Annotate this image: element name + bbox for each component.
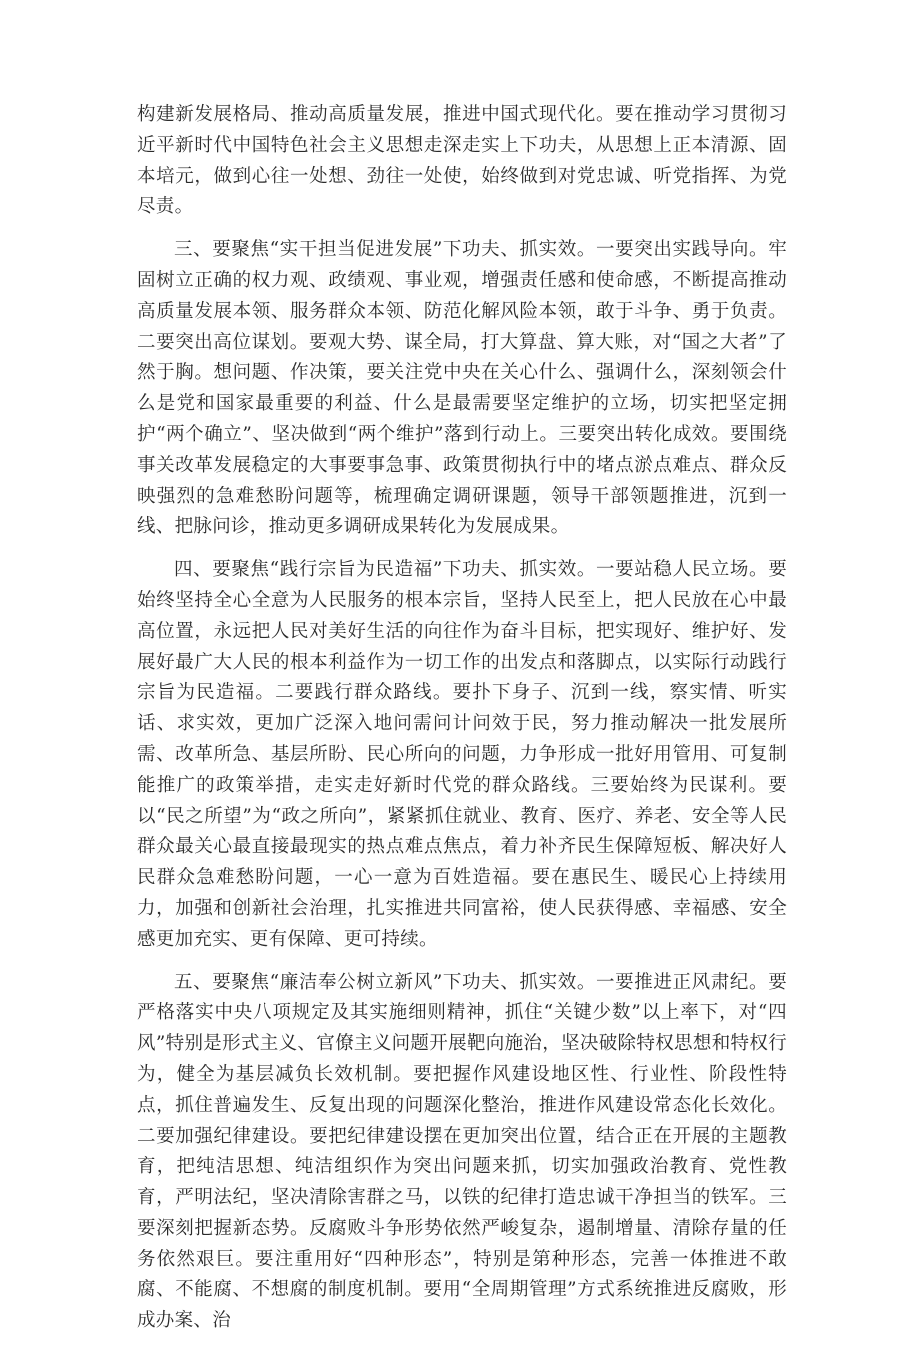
paragraph-section-three: 三、要聚焦“实干担当促进发展”下功夫、抓实效。一要突出实践导向。牢固树立正确的权力观、政绩观、事业观，增强责任感和使命感，不断提高推动高质量发展本领、服务群众本领、防范化解风险本领，敢于斗争、勇于负责。二要突出高位谋划。要观大势、谋全局，打大算盘、算大账，对“国之大者”了然于胸。想问题、作决策，要关注党中央在关心什么、强调什么，深刻领会什么是党和国家最重要的利益、什么是最需要坚定维护的立场，切实把坚定拥护“两个确立”、坚决做到“两个维护”落到行动上。三要突出转化成效。要围绕事关改革发展稳定的大事要事急事、政策贯彻执行中的堵点淤点难点、群众反映强烈的急难愁盼问题等，梳理确定调研课题，领导干部领题推进，沉到一线、把脉问诊，推动更多调研成果转化为发展成果。 (137, 239, 787, 538)
paragraph-continuation: 构建新发展格局、推动高质量发展，推进中国式现代化。要在推动学习贯彻习近平新时代中国特色社会主义思想走深走实上下功夫，从思想上正本清源、固本培元，做到心往一处想、劲往一处使，始终做到对党忠诚、听党指挥、为党尽责。 (137, 104, 787, 218)
paragraph-section-four: 四、要聚焦“践行宗旨为民造福”下功夫、抓实效。一要站稳人民立场。要始终坚持全心全意为人民服务的根本宗旨，坚持人民至上，把人民放在心中最高位置，永远把人民对美好生活的向往作为奋斗目标，把实现好、维护好、发展好最广大人民的根本利益作为一切工作的出发点和落脚点，以实际行动践行宗旨为民造福。二要践行群众路线。要扑下身子、沉到一线，察实情、听实话、求实效，更加广泛深入地问需问计问效于民，努力推动解决一批发展所需、改革所急、基层所盼、民心所向的问题，力争形成一批好用管用、可复制能推广的政策举措，走实走好新时代党的群众路线。三要始终为民谋利。要以“民之所望”为“政之所向”，紧紧抓住就业、教育、医疗、养老、安全等人民群众最关心最直接最现实的热点难点焦点，着力补齐民生保障短板、解决好人民群众急难愁盼问题，一心一意为百姓造福。要在惠民生、暖民心上持续用力，加强和创新社会治理，扎实推进共同富裕，使人民获得感、幸福感、安全感更加充实、更有保障、更可持续。 (137, 559, 787, 950)
paragraph-section-five: 五、要聚焦“廉洁奉公树立新风”下功夫、抓实效。一要推进正风肃纪。要严格落实中央八项规定及其实施细则精神，抓住“关键少数”以上率下，对“四风”特别是形式主义、官僚主义问题开展靶向施治，坚决破除特权思想和特权行为，健全为基层减负长效机制。要把握作风建设地区性、行业性、阶段性特点，抓住普遍发生、反复出现的问题深化整治，推进作风建设常态化长效化。二要加强纪律建设。要把纪律建设摆在更加突出位置，结合正在开展的主题教育，把纯洁思想、纯洁组织作为突出问题来抓，切实加强政治教育、党性教育，严明法纪，坚决清除害群之马，以铁的纪律打造忠诚干净担当的铁军。三要深刻把握新态势。反腐败斗争形势依然严峻复杂，遏制增量、清除存量的任务依然艰巨。要注重用好“四种形态”，特别是第种形态，完善一体推进不敢腐、不能腐、不想腐的制度机制。要用“全周期管理”方式系统推进反腐败，形成办案、治 (137, 971, 787, 1332)
document-page (137, 100, 787, 1349)
